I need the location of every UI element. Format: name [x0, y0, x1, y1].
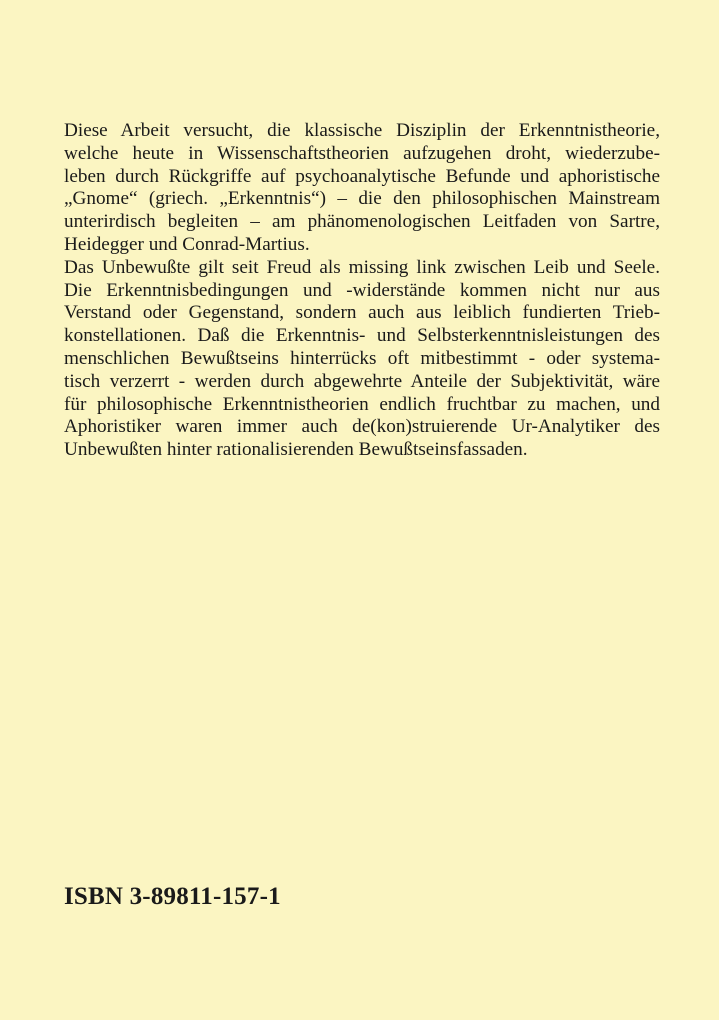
text-line: Aphoristiker waren immer auch de(kon)struierende Ur-Analytiker des: [64, 416, 660, 438]
text-line: konstellationen. Daß die Erkenntnis- und Selbsterkenntnisleistungen des: [64, 325, 660, 347]
text-line: „Gnome“ (griech. „Erkenntnis“) – die den philosophischen Mainstream: [64, 188, 660, 210]
text-line: tisch verzerrt - werden durch abgewehrte Anteile der Subjektivität, wäre: [64, 370, 660, 392]
text-line: welche heute in Wissenschaftstheorien aufzugehen droht, wiederzube-: [64, 142, 660, 164]
text-line: Diese Arbeit versucht, die klassische Disziplin der Erkenntnistheorie,: [64, 120, 660, 141]
text-line: unterirdisch begleiten – am phänomenologischen Leitfaden von Sartre,: [64, 211, 660, 233]
blurb-text: [64, 120, 660, 462]
isbn-number: ISBN 3-89811-157-1: [64, 883, 281, 910]
text-line: Verstand oder Gegenstand, sondern auch aus leiblich fundierten Trieb-: [64, 302, 660, 324]
text-line: Heidegger und Conrad-Martius.: [64, 233, 310, 255]
paragraph-2: [64, 257, 660, 462]
text-line: für philosophische Erkenntnistheorien endlich fruchtbar zu machen, und: [64, 393, 660, 415]
text-line: Das Unbewußte gilt seit Freud als missing link zwischen Leib und Seele.: [64, 256, 660, 278]
text-line: leben durch Rückgriffe auf psychoanalytische Befunde und aphoristische: [64, 165, 660, 187]
text-line: Die Erkenntnisbedingungen und -widerstände kommen nicht nur aus: [64, 279, 660, 301]
text-line: Unbewußten hinter rationalisierenden Bewußtseinsfassaden.: [64, 439, 528, 461]
text-line: menschlichen Bewußtseins hinterrücks oft mitbestimmt - oder systema-: [64, 347, 660, 369]
paragraph-1: [64, 120, 660, 257]
